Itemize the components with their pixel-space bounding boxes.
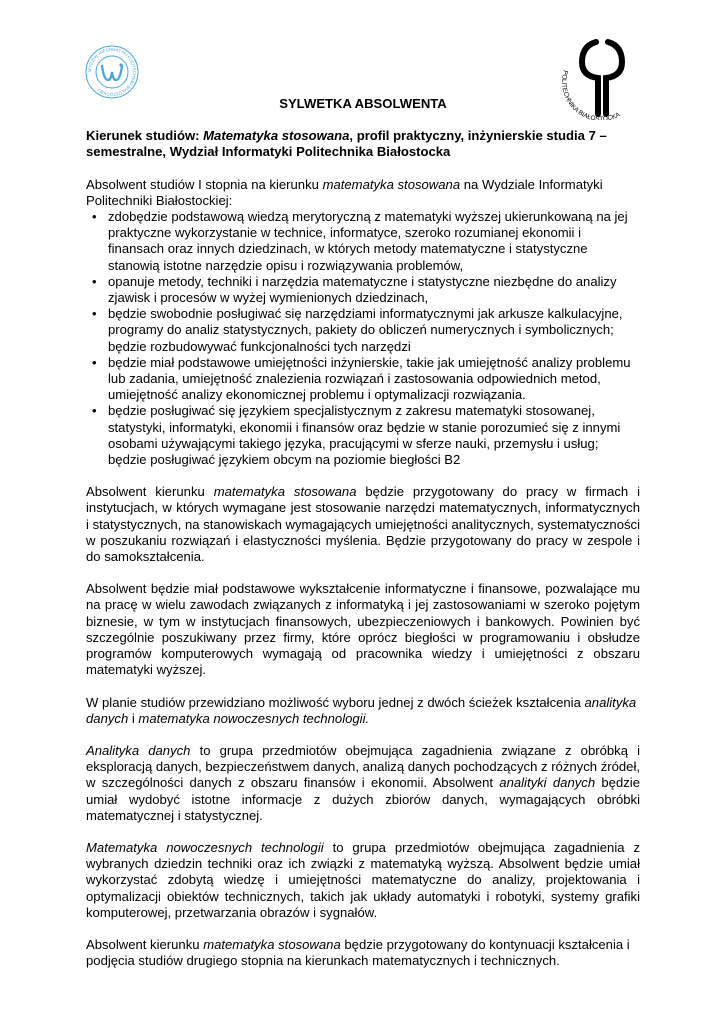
heading-lead: Kierunek studiów:	[86, 128, 204, 144]
paragraph-data-analytics: Analityka danych to grupa przedmiotów obejmująca zagadnienia związane z obróbką i eksploracją danych, bezpieczeństwem danych, analizą danych pochodzących z różnych źródeł, w szczególności danych z obszaru finansów i ekonomii. Absolwent analityki danych będzie umiał wydobyć istotne informacje z dużych zbiorów danych, wymagających obróbki matematycznej i statystycznej.	[86, 742, 640, 823]
heading-field-name: Matematyka stosowana	[203, 128, 350, 144]
paragraph-paths: W planie studiów przewidziano możliwość wyboru jednej z dwóch ścieżek kształcenia analityka danych i matematyka nowoczesnych technologii.	[86, 694, 637, 726]
competence-list	[86, 209, 640, 468]
university-logo-text: POLITECHNIKA BIAŁOSTOCKA	[560, 69, 622, 120]
paragraph-further-studies: Absolwent kierunku matematyka stosowana będzie przygotowany do kontynuacji kształcenia i podjęcia studiów drugiego stopnia na kierunkach matematycznych i technicznych.	[86, 936, 630, 969]
list-item: • opanuje metody, techniki i narzędzia matematyczne i statystyczne niezbędne do analizy zjawisk i procesów w wyżej wymienionych dziedzinach,	[108, 274, 640, 306]
list-item: • będzie swobodnie posługiwać się narzędziami informatycznymi jak arkusze kalkulacyjne, programy do analiz statystycznych, pakiety do obliczeń numerycznych i symbolicznych; będzie rozbudowywać funkcjonalności tych narzędzi	[108, 306, 640, 355]
list-item: • zdobędzie podstawową wiedzą merytoryczną z matematyki wyższej ukierunkowaną na jej praktyczne wykorzystanie w technice, informatyce, szeroko rozumianej ekonomii i finansach oraz innych dziedzinach, w których metody matematyczne i statystyczne stanowią istotne narzędzie opisu i rozwiązywania problemów,	[108, 209, 640, 274]
document-body	[86, 96, 640, 969]
list-item: • będzie miał podstawowe umiejętności inżynierskie, takie jak umiejętność analizy problemu lub zadania, umiejętność znalezienia rozwiązań i zastosowania odpowiednich metod, umiejętność analizy ekonomicznej problemu i optymalizacji rozwiązania.	[108, 355, 640, 404]
paragraph-employment: Absolwent kierunku matematyka stosowana będzie przygotowany do pracy w firmach i instytucjach, w których wymagane jest stosowanie narzędzi matematycznych, informatycznych i statystycznych, na stanowiskach wymagających umiejętności analitycznych, systematyczności w poszukaniu rozwiązań i elastyczności myślenia. Będzie przygotowany do pracy w zespole i do samokształcenia.	[86, 484, 640, 565]
paragraph-education: Absolwent będzie miał podstawowe wykształcenie informatyczne i finansowe, pozwalające mu na pracę w wielu zawodach związanych z informatyką i jej zastosowaniami w szeroko pojętym biznesie, w tym w instytucjach finansowych, ubezpieczeniowych i bankowych. Powinien być szczególnie poszukiwany przez firmy, które oprócz biegłości w programowaniu i obsłudze programów komputerowych wymagają od pracownika wiedzy i umiejętności z obszaru matematyki wyższej.	[86, 581, 640, 678]
faculty-logo	[84, 44, 140, 100]
faculty-logo-text: WYDZIAŁ INFORMATYKI POLITECHNIKI BIAŁOSTOCKIEJ	[86, 46, 138, 98]
list-item: • będzie posługiwać się językiem specjalistycznym z zakresu matematyki stosowanej, statystyki, informatyki, ekonomii i finansów oraz będzie w stanie porozumieć się z innymi osobami używającymi takiego języka, pracującymi w sferze nauki, przemysłu i usług; będzie posługiwać językiem obcym na poziomie biegłości B2	[108, 403, 640, 468]
document-title: SYLWETKA ABSOLWENTA	[279, 96, 447, 111]
intro-paragraph: Absolwent studiów I stopnia na kierunku matematyka stosowana na Wydziale Informatyki Politechniki Białostockiej:	[86, 176, 603, 208]
study-field-heading	[86, 128, 640, 160]
paragraph-modern-technologies: Matematyka nowoczesnych technologii to grupa przedmiotów obejmująca zagadnienia z wybranych dziedzin techniki oraz ich związki z matematyką wyższą. Absolwent będzie umiał wykorzystać zdobytą wiedzę i umiejętności matematyczne do analizy, projektowania i optymalizacji obiektów technicznych, takich jak układy automatyki i robotyki, systemy grafiki komputerowej, przetwarzania obrazów i sygnałów.	[86, 839, 640, 920]
heading-rest: , profil praktyczny, inżynierskie studia 7 – semestralne, Wydział Informatyki Politechnika Białostocka	[86, 128, 607, 160]
